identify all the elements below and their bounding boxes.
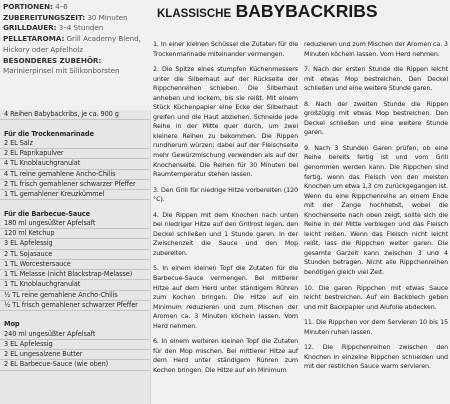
ingredient-item: 4 TL Knoblauchgranulat [0,159,150,169]
meta-value: 3–4 Stunden [56,23,104,33]
meta-line [3,13,148,24]
ingredient-item: 1 TL Worcestersauce [0,260,150,270]
instruction-step: 1. In einer kleinen Schüssel die Zutaten für die Trockenmarinade miteinander vermengen. [153,41,298,58]
meta-line [3,23,148,34]
ingredient-item: 1 TL gemahlener Kreuzkümmel [0,190,150,200]
meta-value: 4–6 [52,2,68,11]
meta-line [3,45,148,56]
title-part-1: KLASSISCHE [157,8,232,20]
instruction-step: reduzieren und zum Mischen der Aromen ca. 3 Minuten köcheln lassen. Vom Herd nehmen. [304,41,448,58]
ingredient-item: 2 EL Barbecue-Sauce (wie oben) [0,360,150,370]
meta-value: Hickory oder Apfelholz [3,44,83,54]
ingredient-item: 2 TL Sojasauce [0,250,150,260]
instruction-step: 10. Die garen Rippchen mit etwas Sauce leicht bestreichen. Auf ein Backblech geben und mit Backpapier und Alufolie abdecken. [304,284,448,311]
instructions-column-1 [153,40,298,382]
meta-value: Marinierpinsel mit Silikonborsten [3,66,120,76]
instruction-step: 4. Die Rippen mit dem Knochen nach unten bei niedriger Hitze auf den Grillrost legen, den Deckel schließen und 1 Stunde garen. In der Zwischenzeit die Sauce und den Mop zubereiten. [153,211,298,257]
instruction-step: 12. Die Rippchenreihen zwischen den Knochen in einzelne Rippchen schneiden und mit der restlichen Sauce warm servieren. [304,344,448,371]
meta-label: GRILLDAUER: [3,23,57,33]
ingredient-spacer [0,200,150,209]
instruction-step: 2. Die Spitze eines stumpfen Küchenmessers unter die Silberhaut auf der Rückseite der Rippchenreihen schieben. Die Silberhaut anheben und lockern, bis sie reißt. Mit einem Stück Küchenpapier eine Ecke der Silberhaut greifen und die Haut abziehen. Schneide jede Reihe in der Mitte quer durch, um zwei kleinere Reihen zu bekommen. Die Rippen rundherum würzen; dabei auf der Fleischseite mehr Gewürzmischung verwenden als auf der Knochenseite. Die Reihen für 30 Minuten bei Raumtemperatur stehen lassen. [153,66,298,179]
ingredient-item: 2 EL Salz [0,139,150,149]
ingredients-box [0,110,151,404]
meta-label: BESONDERES ZUBEHÖR: [3,55,102,65]
instruction-step: 6. In einem weiteren kleinen Topf die Zutaten für den Mop mischen. Bei mittlerer Hitze auf dem Herd unter ständigem Rühren zum Kochen bringen. Die Hitze auf ein Minimum [153,338,298,374]
ingredient-item: 3 EL Apfelessig [0,239,150,249]
recipe-meta [3,2,148,77]
instruction-step: 5. In einem kleinen Topf die Zutaten für die Barbecue-Sauce vermengen. Bei mittlerer Hitze auf dem Herd unter ständigem Rühren zum Kochen bringen. Die Hitze auf ein Minimum reduzieren und zum Mischen der Aromen ca. 3 Minuten köcheln lassen. Vom Herd nehmen. [153,265,298,330]
ingredient-item: 1 TL Melasse (nicht Blackstrap-Melasse) [0,270,150,280]
ingredient-group-heading: Mop [4,320,20,329]
ingredient-item: 240 ml ungesüßter Apfelsaft [0,330,150,340]
meta-label: PORTIONEN: [3,2,53,11]
ingredient-item: 180 ml ungesüßter Apfelsaft [0,219,150,229]
instruction-step: 8. Nach der zweiten Stunde die Rippen großzügig mit etwas Mop bestreichen. Den Deckel schließen und eine weitere Stunde garen. [304,100,448,137]
meta-line [3,56,148,67]
meta-line [3,34,148,45]
ingredient-item: 120 ml Ketchup [0,229,150,239]
ingredient-item: 1 TL Knoblauchgranulat [0,280,150,290]
title-part-2: BABYBACKRIBS [235,1,378,21]
recipe-title [157,3,378,21]
instruction-step: 3. Den Grill für niedrige Hitze vorbereiten (120 °C). [153,186,298,204]
instruction-step: 11. Die Rippchen vor dem Servieren 10 bis 15 Minuten ruhen lassen. [304,319,448,336]
ingredient-item: 2 TL frisch gemahlener schwarzer Pfeffer [0,180,150,190]
ingredient-spacer [0,120,150,129]
ingredient-item: ½ TL frisch gemahlener schwarzer Pfeffer [0,301,150,311]
instructions-column-2 [304,40,448,378]
ingredient-group-heading: Für die Barbecue-Sauce [4,209,90,218]
ingredient-item: ½ TL reine gemahlene Ancho-Chilis [0,291,150,301]
ingredient-item: 3 EL Apfelessig [0,340,150,350]
ingredient-item: 4 Reihen Babybackribs, je ca. 900 g [0,110,150,120]
meta-line [3,66,148,77]
meta-value: Grill Academy Blend, [64,34,141,44]
ingredient-item: 2 EL ungesalzene Butter [0,350,150,360]
ingredient-item: 2 EL Paprikapulver [0,149,150,159]
meta-label: PELLETAROMA: [3,34,65,44]
meta-line [3,2,148,13]
meta-value: 30 Minuten [85,12,128,22]
ingredient-spacer [0,311,150,320]
ingredient-item: 4 TL reine gemahlene Ancho-Chilis [0,170,150,180]
instruction-step: 7. Nach der ersten Stunde die Rippen leicht mit etwas Mop bestreichen. Den Deckel schließen und eine weitere Stunde garen. [304,66,448,93]
instruction-step: 9. Nach 3 Stunden Garen prüfen, ob eine Reihe bereits fertig ist und vom Grill genommen werden kann. Die Rippchen sind fertig, wenn das Fleisch von den meisten Knochen um etwa 1,3 cm zurückgegangen ist. Wenn du eine Rippchenreihe an einem Ende mit der Zange hochhebst, wobei die Knochenseite nach oben zeigt, sollte sich die Reihe in der Mitte verbiegen und das Fleisch leicht reißen. Wenn das Fleisch nicht leicht reißt, lass die Rippchen weiter garen. Die gesamte Garzeit kann zwischen 3 und 4 Stunden betragen. Nicht alle Rippchenreihen benötigen gleich viel Zeit. [304,144,448,277]
meta-label: ZUBEREITUNGSZEIT: [3,12,86,22]
ingredient-group-heading: Für die Trockenmarinade [4,129,94,138]
